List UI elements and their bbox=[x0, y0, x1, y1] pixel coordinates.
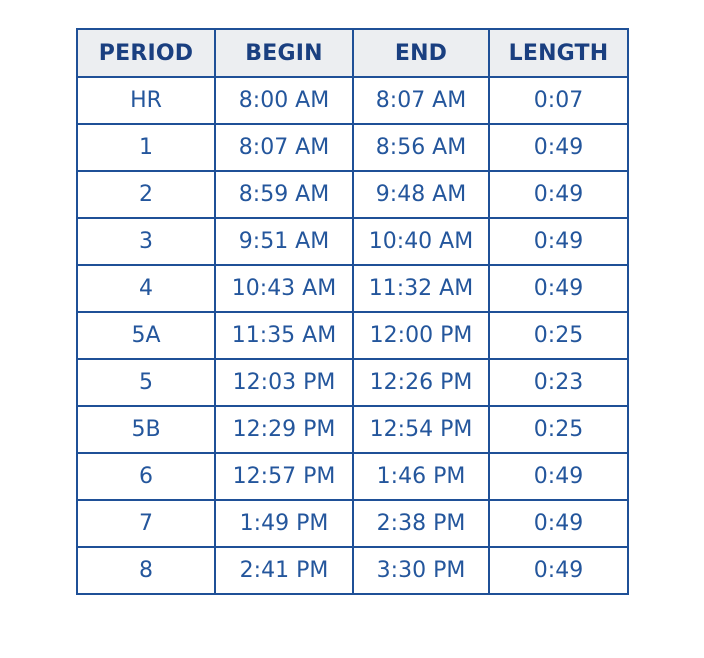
table-body bbox=[77, 77, 628, 594]
bell-schedule-table bbox=[76, 28, 629, 595]
cell-begin: 11:35 AM bbox=[215, 312, 353, 359]
cell-begin: 1:49 PM bbox=[215, 500, 353, 547]
header-period: PERIOD bbox=[77, 29, 215, 77]
cell-length: 0:49 bbox=[489, 124, 628, 171]
cell-begin: 9:51 AM bbox=[215, 218, 353, 265]
cell-period: 3 bbox=[77, 218, 215, 265]
table-row bbox=[77, 406, 628, 453]
cell-begin: 2:41 PM bbox=[215, 547, 353, 594]
table-row bbox=[77, 359, 628, 406]
cell-period: HR bbox=[77, 77, 215, 124]
cell-period: 8 bbox=[77, 547, 215, 594]
header-end: END bbox=[353, 29, 489, 77]
cell-length: 0:23 bbox=[489, 359, 628, 406]
cell-period: 6 bbox=[77, 453, 215, 500]
table-header bbox=[77, 29, 628, 77]
cell-period: 5B bbox=[77, 406, 215, 453]
table-row bbox=[77, 500, 628, 547]
table-row bbox=[77, 218, 628, 265]
cell-period: 1 bbox=[77, 124, 215, 171]
cell-end: 8:07 AM bbox=[353, 77, 489, 124]
cell-length: 0:07 bbox=[489, 77, 628, 124]
table-row bbox=[77, 312, 628, 359]
cell-period: 7 bbox=[77, 500, 215, 547]
header-begin: BEGIN bbox=[215, 29, 353, 77]
cell-end: 12:54 PM bbox=[353, 406, 489, 453]
cell-end: 3:30 PM bbox=[353, 547, 489, 594]
table-row bbox=[77, 124, 628, 171]
cell-begin: 10:43 AM bbox=[215, 265, 353, 312]
header-length: LENGTH bbox=[489, 29, 628, 77]
cell-period: 5 bbox=[77, 359, 215, 406]
cell-begin: 8:00 AM bbox=[215, 77, 353, 124]
cell-length: 0:49 bbox=[489, 171, 628, 218]
cell-length: 0:25 bbox=[489, 406, 628, 453]
table-row bbox=[77, 453, 628, 500]
cell-length: 0:49 bbox=[489, 500, 628, 547]
cell-end: 9:48 AM bbox=[353, 171, 489, 218]
cell-end: 8:56 AM bbox=[353, 124, 489, 171]
cell-period: 2 bbox=[77, 171, 215, 218]
cell-end: 12:00 PM bbox=[353, 312, 489, 359]
cell-length: 0:49 bbox=[489, 265, 628, 312]
cell-period: 4 bbox=[77, 265, 215, 312]
header-row bbox=[77, 29, 628, 77]
cell-end: 1:46 PM bbox=[353, 453, 489, 500]
cell-length: 0:49 bbox=[489, 453, 628, 500]
cell-end: 10:40 AM bbox=[353, 218, 489, 265]
table-row bbox=[77, 265, 628, 312]
cell-end: 2:38 PM bbox=[353, 500, 489, 547]
cell-length: 0:49 bbox=[489, 547, 628, 594]
table-row bbox=[77, 547, 628, 594]
cell-period: 5A bbox=[77, 312, 215, 359]
cell-end: 11:32 AM bbox=[353, 265, 489, 312]
cell-begin: 12:29 PM bbox=[215, 406, 353, 453]
cell-length: 0:25 bbox=[489, 312, 628, 359]
cell-end: 12:26 PM bbox=[353, 359, 489, 406]
cell-begin: 8:07 AM bbox=[215, 124, 353, 171]
cell-begin: 8:59 AM bbox=[215, 171, 353, 218]
table-row bbox=[77, 77, 628, 124]
cell-begin: 12:03 PM bbox=[215, 359, 353, 406]
cell-begin: 12:57 PM bbox=[215, 453, 353, 500]
cell-length: 0:49 bbox=[489, 218, 628, 265]
table-row bbox=[77, 171, 628, 218]
